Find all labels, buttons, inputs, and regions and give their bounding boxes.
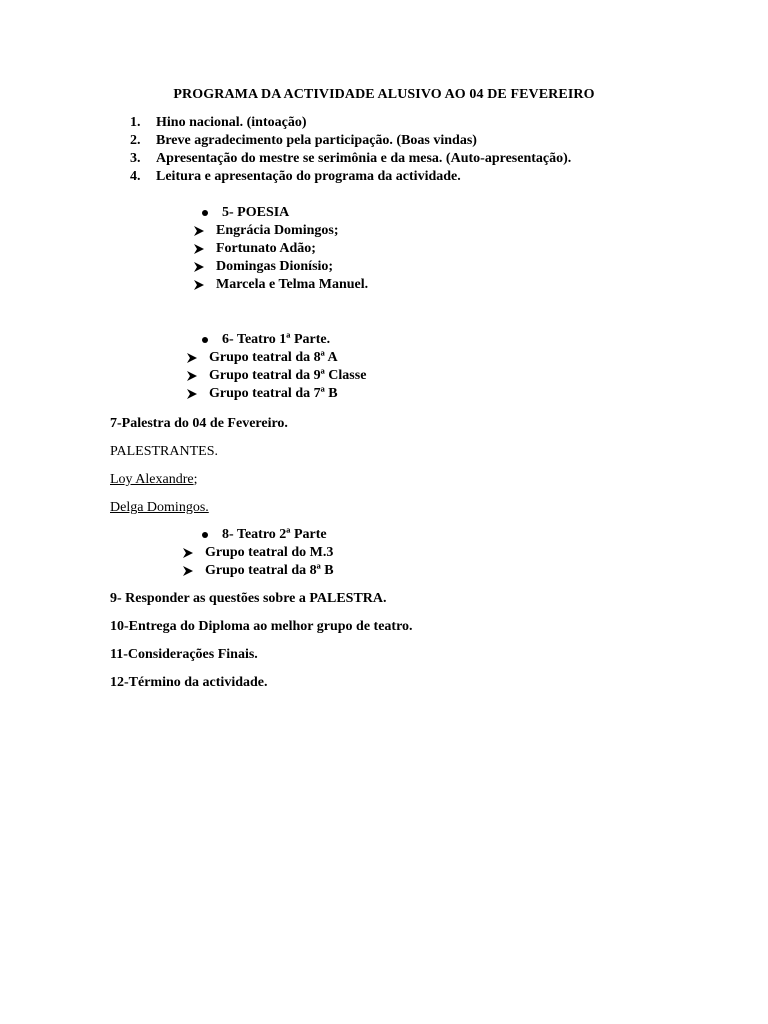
bullet-icon [202, 337, 208, 343]
document-title: PROGRAMA DA ACTIVIDADE ALUSIVO AO 04 DE FEVEREIRO [173, 87, 595, 102]
arrow-bullet-icon [182, 565, 194, 577]
list-item [193, 276, 368, 294]
teatro1-heading-row [202, 331, 330, 349]
arrow-bullet-icon [186, 352, 198, 364]
arrow-bullet-icon [182, 547, 194, 559]
speaker-name: Loy Alexandre [110, 472, 194, 487]
poesia-heading: 5- POESIA [222, 205, 290, 220]
list-item [186, 349, 366, 367]
arrow-bullet-icon [193, 261, 205, 273]
list-item [193, 258, 368, 276]
group-name: Grupo teatral da 7ª B [209, 386, 338, 401]
list-number: 2. [130, 133, 141, 148]
item-10: 10-Entrega do Diploma ao melhor grupo de teatro. [110, 619, 413, 634]
arrow-bullet-icon [186, 370, 198, 382]
poesia-list [193, 222, 368, 294]
speaker-name: Delga Domingos. [110, 500, 209, 515]
item-11: 11-Considerações Finais. [110, 647, 258, 662]
palestrantes-heading: PALESTRANTES. [110, 444, 219, 459]
speaker-suffix: ; [193, 472, 198, 487]
arrow-bullet-icon [193, 243, 205, 255]
list-item [130, 168, 750, 186]
palestra-item: 7-Palestra do 04 de Fevereiro. [110, 416, 288, 431]
poet-name: Marcela e Telma Manuel. [216, 277, 369, 292]
list-item [182, 562, 334, 580]
item-9: 9- Responder as questões sobre a PALESTRA. [110, 591, 387, 606]
list-item [186, 385, 366, 403]
poesia-heading-row [202, 204, 289, 222]
list-number: 3. [130, 151, 141, 166]
list-item [193, 240, 368, 258]
list-number: 1. [130, 115, 141, 130]
list-text: Apresentação do mestre se serimônia e da mesa. (Auto-apresentação). [156, 151, 572, 166]
list-item [193, 222, 368, 240]
numbered-list [130, 114, 750, 186]
bullet-icon [202, 532, 208, 538]
teatro1-heading: 6- Teatro 1ª Parte. [222, 332, 331, 347]
list-item [186, 367, 366, 385]
list-text: Breve agradecimento pela participação. (Boas vindas) [156, 133, 477, 148]
arrow-bullet-icon [193, 279, 205, 291]
poet-name: Domingas Dionísio; [216, 259, 334, 274]
teatro2-section [202, 526, 327, 544]
poet-name: Fortunato Adão; [216, 241, 316, 256]
list-item [130, 114, 750, 132]
speaker-line [110, 499, 209, 517]
list-number: 4. [130, 169, 141, 184]
bullet-icon [202, 210, 208, 216]
poet-name: Engrácia Domingos; [216, 223, 339, 238]
group-name: Grupo teatral da 9ª Classe [209, 368, 367, 383]
teatro2-heading-row [202, 526, 327, 544]
list-text: Leitura e apresentação do programa da actividade. [156, 169, 461, 184]
list-text: Hino nacional. (intoação) [156, 115, 307, 130]
group-name: Grupo teatral da 8ª B [205, 563, 334, 578]
teatro1-section [202, 331, 330, 349]
arrow-bullet-icon [193, 225, 205, 237]
group-name: Grupo teatral do M.3 [205, 545, 334, 560]
item-12: 12-Término da actividade. [110, 675, 268, 690]
arrow-bullet-icon [186, 388, 198, 400]
list-item [182, 544, 334, 562]
teatro1-list [186, 349, 366, 403]
teatro2-list [182, 544, 334, 580]
speaker-line [110, 471, 197, 489]
poesia-section [202, 204, 289, 222]
group-name: Grupo teatral da 8ª A [209, 350, 338, 365]
list-item [130, 150, 750, 168]
teatro2-heading: 8- Teatro 2ª Parte [222, 527, 327, 542]
list-item [130, 132, 750, 150]
